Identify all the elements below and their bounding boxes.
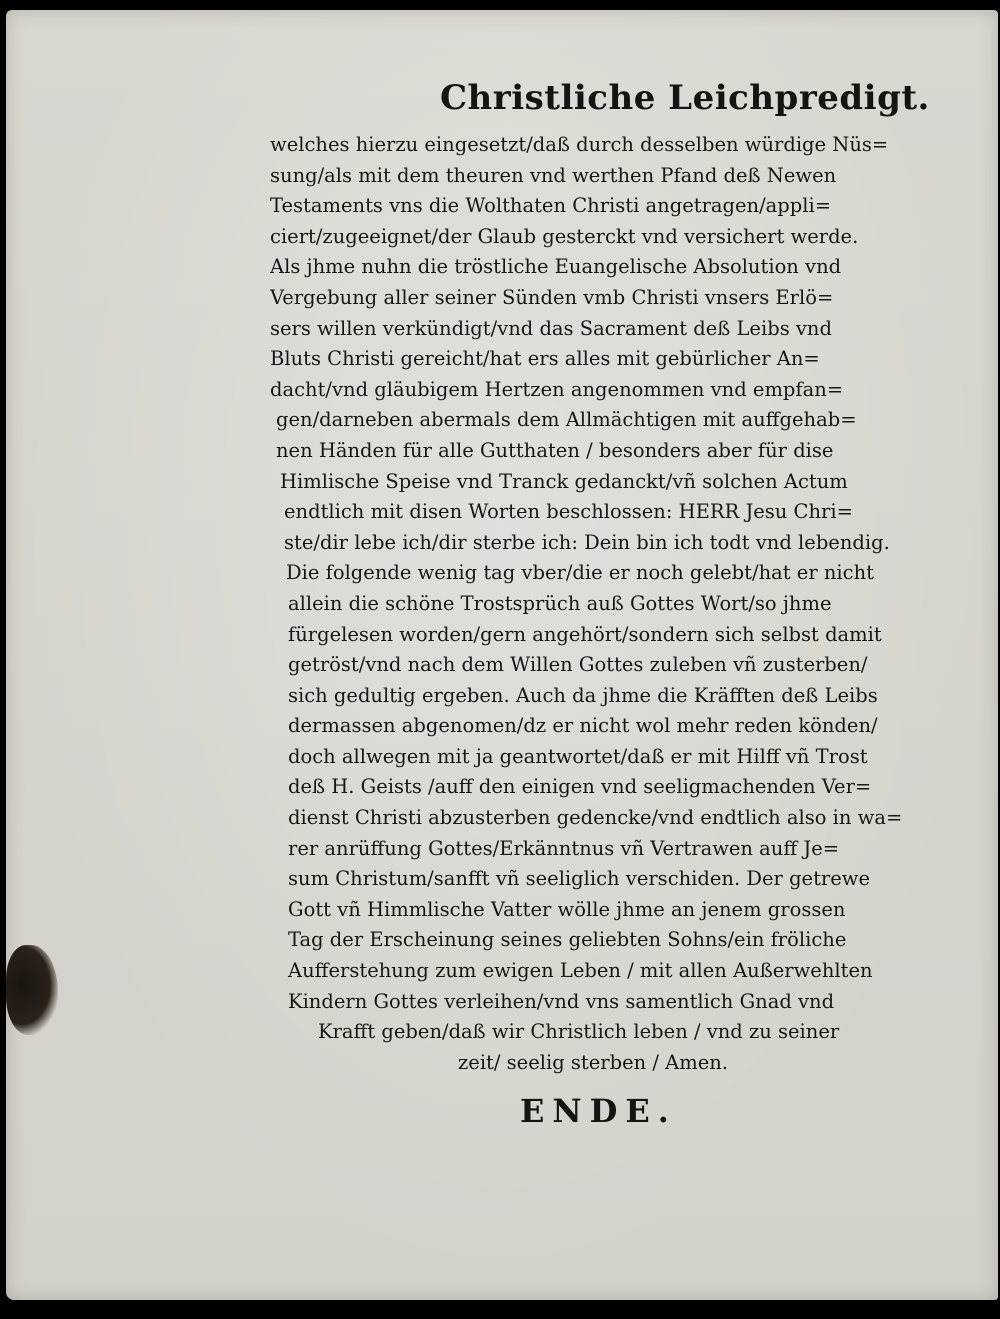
text-line: Vergebung aller seiner Sünden vmb Christi vnsers Erlö= <box>270 285 834 309</box>
body-text <box>270 130 950 1078</box>
text-line: endtlich mit disen Worten beschlossen: HERR Jesu Chri= <box>284 500 853 524</box>
text-line: dacht/vnd gläubigem Hertzen angenommen vnd empfan= <box>270 377 844 401</box>
text-line: Als jhme nuhn die tröstliche Euangelische Absolution vnd <box>270 255 842 279</box>
text-line: fürgelesen worden/gern angehört/sondern sich selbst damit <box>288 622 882 646</box>
text-line: Aufferstehung zum ewigen Leben / mit allen Außerwehlten <box>288 959 873 983</box>
text-line: getröst/vnd nach dem Willen Gottes zuleben vñ zusterben/ <box>288 653 868 677</box>
text-line: sers willen verkündigt/vnd das Sacrament deß Leibs vnd <box>270 316 832 340</box>
text-line: zeit/ seelig sterben / Amen. <box>458 1050 729 1074</box>
text-line: Himlische Speise vnd Tranck gedanckt/vñ solchen Actum <box>280 469 848 493</box>
text-line: Bluts Christi gereicht/hat ers alles mit gebürlicher An= <box>270 347 820 371</box>
text-line: Tag der Erscheinung seines geliebten Sohns/ein fröliche <box>288 928 847 952</box>
text-line: ste/dir lebe ich/dir sterbe ich: Dein bin ich todt vnd lebendig. <box>284 530 890 554</box>
text-line: welches hierzu eingesetzt/daß durch desselben würdige Nüs= <box>270 133 889 156</box>
text-line: deß H. Geists /auff den einigen vnd seeligmachenden Ver= <box>288 775 872 799</box>
text-line: doch allwegen mit ja geantwortet/daß er mit Hilff vñ Trost <box>288 744 868 768</box>
text-line: allein die schöne Trostsprüch auß Gottes Wort/so jhme <box>288 591 832 615</box>
text-line: gen/darneben abermals dem Allmächtigen mit auffgehab= <box>276 408 857 432</box>
text-line: dienst Christi abzusterben gedencke/vnd endtlich also in wa= <box>288 806 903 830</box>
text-line: sum Christum/sanfft vñ seeliglich verschiden. Der getrewe <box>288 867 871 891</box>
text-line: Die folgende wenig tag vber/die er noch gelebt/hat er nicht <box>286 561 874 585</box>
text-line: dermassen abgenomen/dz er nicht wol mehr reden könden/ <box>288 714 878 738</box>
text-line: Krafft geben/daß wir Christlich leben / vnd zu seiner <box>318 1020 840 1044</box>
scan-border <box>0 1300 1000 1319</box>
text-line: rer anrüffung Gottes/Erkänntnus vñ Vertrawen auff Je= <box>288 836 840 860</box>
text-line: nen Händen für alle Gutthaten / besonders aber für dise <box>276 438 834 462</box>
text-line: Kindern Gottes verleihen/vnd vns samentlich Gnad vnd <box>288 989 835 1013</box>
text-line: ciert/zugeeignet/der Glaub gesterckt vnd versichert werde. <box>270 224 859 248</box>
text-line: sich gedultig ergeben. Auch da jhme die Kräfften deß Leibs <box>288 683 878 707</box>
closing-word: ENDE. <box>520 1092 677 1130</box>
text-line: Testaments vns die Wolthaten Christi angetragen/appli= <box>270 194 832 218</box>
ink-stain <box>6 945 58 1035</box>
running-head: Christliche Leichpredigt. <box>440 78 930 118</box>
text-line: Gott vñ Himmlische Vatter wölle jhme an jenem grossen <box>288 897 846 921</box>
text-line: sung/als mit dem theuren vnd werthen Pfand deß Newen <box>270 163 837 187</box>
